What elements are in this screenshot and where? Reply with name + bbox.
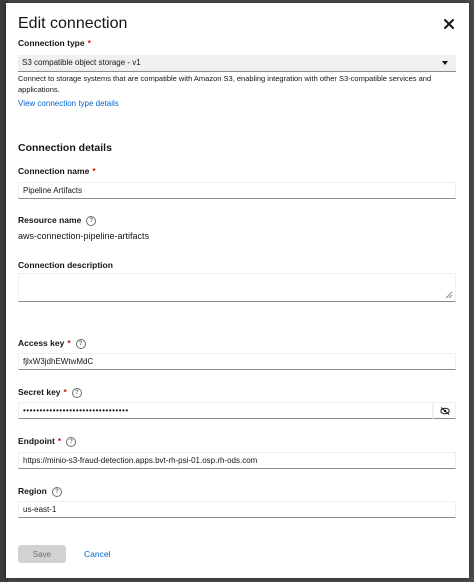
resource-name-label: Resource name ? bbox=[18, 215, 96, 226]
help-icon[interactable]: ? bbox=[52, 487, 62, 497]
resize-handle-icon[interactable] bbox=[445, 291, 453, 299]
connection-description-textarea[interactable] bbox=[18, 273, 456, 302]
edit-connection-modal bbox=[6, 3, 469, 578]
region-input[interactable]: us-east-1 bbox=[18, 501, 456, 518]
endpoint-input[interactable]: https://minio-s3-fraud-detection.apps.bvt-rh-psi-01.osp.rh-ods.com bbox=[18, 452, 456, 469]
secret-key-label: Secret key * ? bbox=[18, 387, 82, 398]
caret-down-icon bbox=[442, 61, 448, 65]
connection-type-select[interactable]: S3 compatible object storage - v1 bbox=[18, 55, 456, 72]
required-mark: * bbox=[57, 436, 62, 446]
connection-name-input[interactable]: Pipeline Artifacts bbox=[18, 182, 456, 199]
eye-slash-icon bbox=[440, 407, 450, 415]
connection-type-help-text: Connect to storage systems that are compatible with Amazon S3, enabling integration with other S3-compatible services and applications. bbox=[18, 74, 432, 94]
resource-name-value: aws-connection-pipeline-artifacts bbox=[18, 231, 150, 241]
help-icon[interactable]: ? bbox=[76, 339, 86, 349]
close-icon bbox=[443, 18, 455, 30]
section-title: Connection details bbox=[18, 142, 112, 154]
help-icon[interactable]: ? bbox=[66, 437, 76, 447]
required-mark: * bbox=[63, 387, 67, 397]
close-button[interactable] bbox=[443, 17, 457, 31]
toggle-secret-visibility-button[interactable] bbox=[433, 402, 456, 419]
access-key-label: Access key * ? bbox=[18, 338, 86, 349]
required-mark: * bbox=[92, 166, 96, 176]
secret-key-input[interactable]: •••••••••••••••••••••••••••••••• bbox=[18, 402, 433, 419]
modal-title: Edit connection bbox=[18, 15, 128, 32]
required-mark: * bbox=[87, 38, 91, 48]
connection-description-label: Connection description bbox=[18, 260, 113, 270]
endpoint-label: Endpoint * ? bbox=[18, 436, 76, 447]
save-button[interactable]: Save bbox=[18, 545, 66, 563]
required-mark: * bbox=[67, 338, 71, 348]
connection-type-label: Connection type * bbox=[18, 38, 91, 48]
connection-name-label: Connection name * bbox=[18, 166, 96, 176]
access-key-input[interactable]: fjlxW3jdhEWtwMdC bbox=[18, 353, 456, 370]
region-label: Region ? bbox=[18, 486, 62, 497]
cancel-button[interactable]: Cancel bbox=[84, 549, 111, 559]
help-icon[interactable]: ? bbox=[72, 388, 82, 398]
help-icon[interactable]: ? bbox=[86, 216, 96, 226]
view-connection-type-details-link[interactable]: View connection type details bbox=[18, 99, 119, 108]
